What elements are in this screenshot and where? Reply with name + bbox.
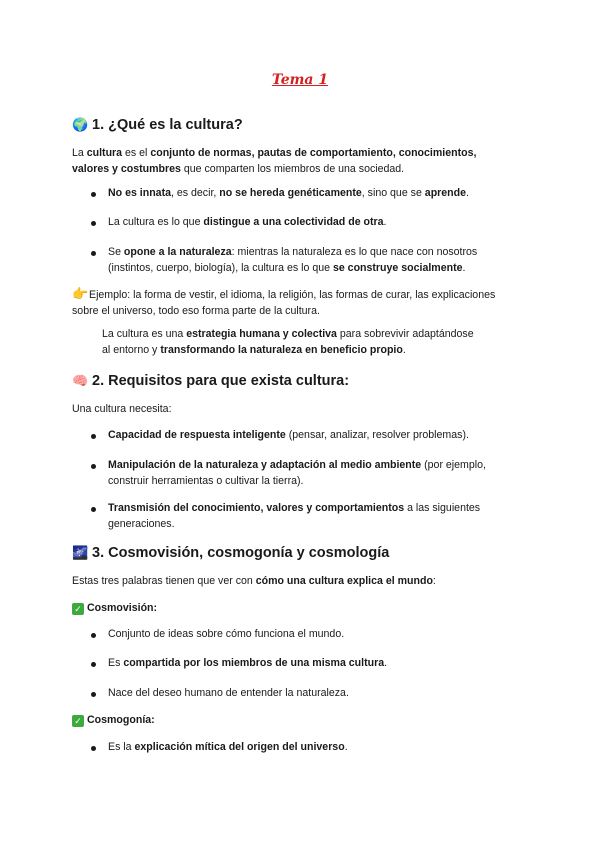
- list-item: Conjunto de ideas sobre cómo funciona el mundo.: [108, 628, 345, 640]
- pointing-hand-icon: 👉: [72, 286, 89, 301]
- section-1-intro: La cultura es el conjunto de normas, pautas de comportamiento, conocimientos, valores y costumbres que comparten los miembros de una sociedad.: [72, 147, 477, 175]
- section-2-intro: Una cultura necesita:: [72, 403, 172, 415]
- cosmogonia-label: ✓ Cosmogonía:: [72, 713, 155, 729]
- bullet-dot: [91, 692, 96, 697]
- page-title: Tema 1: [271, 72, 329, 88]
- list-item: Capacidad de respuesta inteligente (pensar, analizar, resolver problemas).: [108, 429, 469, 441]
- summary-quote: La cultura es una estrategia humana y colectiva para sobrevivir adaptándose al entorno y transformando la naturaleza en beneficio propio.: [102, 328, 474, 356]
- section-1-heading: 🌍 1. ¿Qué es la cultura?: [72, 117, 243, 133]
- cosmovision-label: ✓ Cosmovisión:: [72, 601, 157, 617]
- section-3-intro: Estas tres palabras tienen que ver con cómo una cultura explica el mundo:: [72, 575, 436, 587]
- list-item: Es la explicación mítica del origen del universo.: [108, 741, 348, 753]
- bullet-dot: [91, 464, 96, 469]
- bullet-dot: [91, 507, 96, 512]
- list-item: Manipulación de la naturaleza y adaptación al medio ambiente (por ejemplo, construir herramientas o cultivar la tierra).: [108, 459, 486, 487]
- list-item: Nace del deseo humano de entender la naturaleza.: [108, 687, 349, 699]
- check-mark-icon: ✓: [72, 603, 84, 615]
- example-paragraph: 👉Ejemplo: la forma de vestir, el idioma, la religión, las formas de curar, las explicaciones sobre el universo, todo eso forma parte de la cultura.: [72, 286, 496, 317]
- bullet-dot: [91, 434, 96, 439]
- bullet-dot: [91, 251, 96, 256]
- globe-icon: 🌍: [72, 117, 89, 132]
- bullet-dot: [91, 662, 96, 667]
- bullet-dot: [91, 221, 96, 226]
- section-2-heading: 🧠 2. Requisitos para que exista cultura:: [72, 373, 350, 389]
- bullet-dot: [91, 633, 96, 638]
- bullet-dot: [91, 192, 96, 197]
- list-item: La cultura es lo que distingue a una colectividad de otra.: [108, 216, 387, 228]
- list-item: No es innata, es decir, no se hereda genéticamente, sino que se aprende.: [108, 187, 469, 199]
- check-mark-icon: ✓: [72, 715, 84, 727]
- bullet-dot: [91, 746, 96, 751]
- section-3-heading: 🌌 3. Cosmovisión, cosmogonía y cosmología: [72, 545, 390, 561]
- galaxy-icon: 🌌: [72, 545, 89, 560]
- brain-icon: 🧠: [72, 373, 89, 388]
- list-item: Transmisión del conocimiento, valores y comportamientos a las siguientes generaciones.: [108, 502, 481, 530]
- list-item: Es compartida por los miembros de una misma cultura.: [108, 657, 388, 669]
- list-item: Se opone a la naturaleza: mientras la naturaleza es lo que nace con nosotros (instintos, cuerpo, biología), la cultura es lo que se construye socialmente.: [108, 246, 478, 274]
